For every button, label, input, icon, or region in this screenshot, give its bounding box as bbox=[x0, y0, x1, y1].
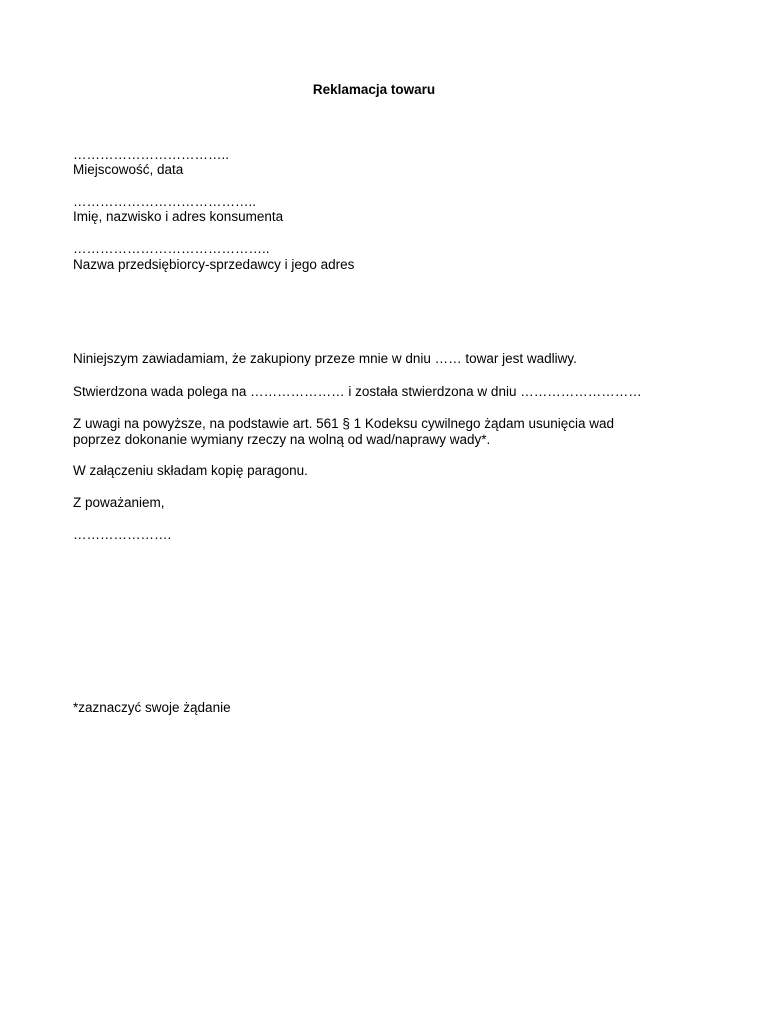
paragraph-attachment: W załączeniu składam kopię paragonu. bbox=[73, 463, 308, 478]
place-date-dots: …………………………….. bbox=[73, 147, 230, 162]
seller-dots: …………………………………….. bbox=[73, 241, 270, 256]
signature-dots: …………………. bbox=[73, 527, 172, 542]
closing-text: Z poważaniem, bbox=[73, 495, 165, 510]
page-title: Reklamacja towaru bbox=[312, 82, 436, 97]
consumer-dots: ………………………………….. bbox=[73, 194, 257, 209]
place-date-label: Miejscowość, data bbox=[73, 162, 184, 177]
paragraph-demand-line-1: Z uwagi na powyższe, na podstawie art. 561 § 1 Kodeksu cywilnego żądam usunięcia wad bbox=[73, 416, 615, 431]
consumer-label: Imię, nazwisko i adres konsumenta bbox=[73, 209, 284, 224]
paragraph-defect: Stwierdzona wada polega na ………………… i została stwierdzona w dniu ……………………… bbox=[73, 384, 642, 399]
seller-label: Nazwa przedsiębiorcy-sprzedawcy i jego adres bbox=[73, 257, 355, 272]
paragraph-notification: Niniejszym zawiadamiam, że zakupiony przeze mnie w dniu …… towar jest wadliwy. bbox=[73, 351, 577, 366]
paragraph-demand-line-2: poprzez dokonanie wymiany rzeczy na wolną od wad/naprawy wady*. bbox=[73, 432, 491, 447]
footnote: *zaznaczyć swoje żądanie bbox=[73, 700, 231, 715]
